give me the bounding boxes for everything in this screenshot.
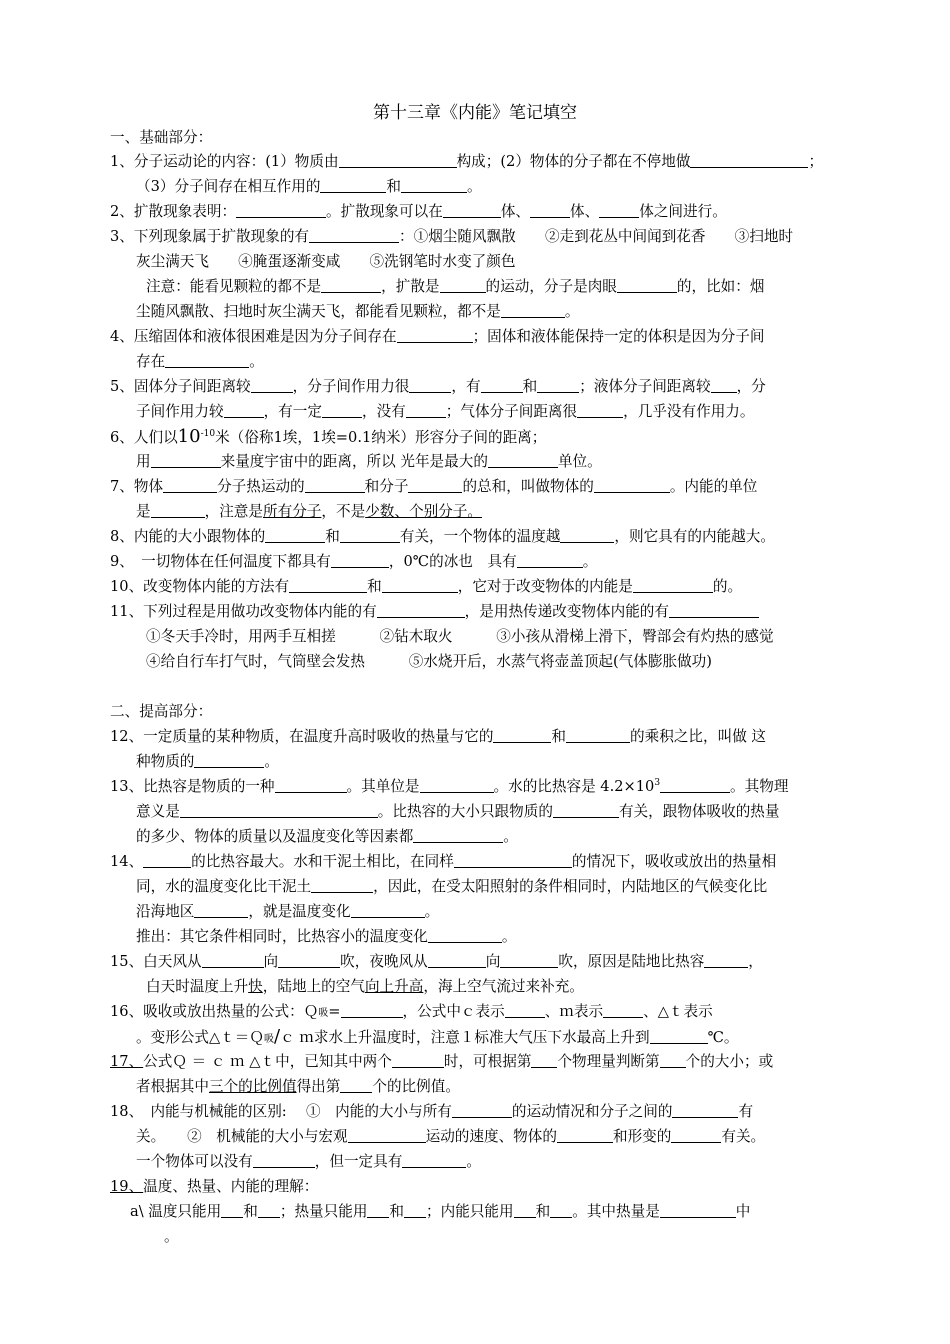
text-segment: ；气体分子间距离很 (445, 403, 578, 420)
blank (413, 828, 503, 843)
text-segment: 1、分子运动论的内容：(1）物质由 (110, 153, 339, 170)
blank (671, 1128, 721, 1143)
text-segment: ，注意是 (204, 503, 263, 520)
blank (305, 478, 365, 493)
text-segment: 快 (248, 978, 263, 995)
blank (633, 578, 713, 593)
text-segment: ； (808, 153, 824, 170)
blank (560, 528, 614, 543)
text-segment: 。其物理 (730, 778, 789, 795)
blank (660, 1203, 736, 1218)
text-segment: 。 (467, 178, 482, 195)
text-segment: 10 (177, 426, 201, 447)
question-11-options-1 (146, 628, 774, 646)
blank (577, 403, 623, 418)
text-segment: 存在 (136, 353, 166, 370)
text-segment: 体之间进行。 (639, 203, 727, 220)
question-1 (110, 153, 823, 171)
text-segment: 和 (535, 1203, 551, 1220)
text-segment: 体、 (500, 203, 531, 220)
text-segment: 的，比如：烟 (676, 278, 765, 295)
blank (428, 928, 502, 943)
blank (194, 903, 248, 918)
text-segment: 分子热运动的 (217, 478, 305, 495)
blank (340, 1078, 372, 1093)
text-segment: 有关，一个物体的温度越 (399, 528, 561, 545)
blank (163, 478, 217, 493)
blank (517, 553, 583, 568)
text-segment: 尘随风飘散、扫地时灰尘满天飞，都能看见颗粒，都不是 (136, 303, 501, 320)
text-segment: ，是用热传递改变物体内能的有 (464, 603, 669, 620)
question-3-note (146, 278, 764, 296)
blank (341, 1003, 403, 1018)
blank (289, 578, 367, 593)
text-segment: 和 (243, 1203, 258, 1220)
question-17 (110, 1053, 773, 1071)
question-14-cont (136, 878, 767, 896)
blank (377, 603, 465, 618)
text-segment: ，分子间作用力很 (292, 378, 410, 395)
question-9 (110, 553, 597, 571)
text-segment: 和形变的 (612, 1128, 672, 1145)
text-segment: 推出：其它条件相同时，比热容小的温度变化 (136, 928, 428, 945)
blank (236, 203, 326, 218)
text-segment: / (273, 1026, 281, 1047)
text-segment: 和 (522, 378, 538, 395)
question-19 (110, 1178, 318, 1196)
question-4-cont (136, 353, 264, 371)
text-segment: ，扩散是 (381, 278, 440, 295)
text-segment: 温度、热量、内能的理解： (143, 1178, 319, 1195)
question-7-cont (136, 503, 482, 521)
text-segment: ；内能只能用 (426, 1203, 514, 1220)
question-13-cont-2 (136, 828, 518, 846)
text-segment: 和 (551, 728, 567, 745)
text-segment: 时，可根据第 (443, 1053, 532, 1070)
blank (258, 1203, 280, 1218)
text-segment: ，有 (451, 378, 481, 395)
text-segment: ，分 (736, 378, 766, 395)
question-3-cont (136, 253, 515, 271)
question-12-cont (136, 753, 279, 771)
blank (348, 1128, 426, 1143)
text-segment: 个的比例值。 (372, 1078, 460, 1095)
question-1-cont (136, 178, 482, 196)
blank (194, 753, 264, 768)
question-17-cont (136, 1078, 460, 1096)
text-segment: 3、下列现象属于扩散现象的有 (110, 228, 310, 245)
blank (660, 778, 730, 793)
text-segment: 所有分子 (263, 503, 322, 520)
text-segment: 个物理量判断第 (557, 1053, 660, 1070)
text-segment: 6、人们以 (110, 429, 178, 446)
blank (603, 1003, 643, 1018)
text-segment: 运动的速度、物体的 (425, 1128, 557, 1145)
blank (180, 803, 378, 818)
question-13-cont (136, 803, 779, 821)
blank (311, 878, 373, 893)
text-segment: ；液体分子间距离较 (579, 378, 711, 395)
text-segment: 。水的比热容是 4.2×10 (493, 778, 655, 795)
blank (452, 1103, 512, 1118)
question-10 (110, 578, 742, 596)
blank (660, 1053, 686, 1068)
blank (165, 353, 249, 368)
blank (322, 403, 362, 418)
blank (253, 1153, 315, 1168)
text-segment: 。 (582, 553, 598, 570)
blank (440, 278, 486, 293)
text-segment: 、△ｔ表示 (643, 1003, 713, 1020)
text-segment: 9、 一切物体在任何温度下都具有 (110, 553, 331, 570)
question-19-part-a (130, 1203, 750, 1221)
text-segment: 13、比热容是物质的一种 (110, 778, 275, 795)
text-segment: 18、 内能与机械能的区别: ① 内能的大小与所有 (110, 1103, 452, 1120)
text-segment: 8、内能的大小跟物体的 (110, 528, 266, 545)
blank (443, 203, 501, 218)
blank (488, 453, 558, 468)
text-segment: 的乘积之比，叫做 这 (630, 728, 767, 745)
text-segment: 关。 ② 机械能的大小与宏观 (136, 1128, 348, 1145)
text-segment: 灰尘满天飞 ④腌蛋逐渐变咸 ⑤洗钢笔时水变了颜色 (136, 253, 516, 270)
blank (514, 1203, 536, 1218)
text-segment: 吹，夜晚风从 (340, 953, 428, 970)
text-segment: 。变形公式△ｔ＝Ｑ (136, 1029, 264, 1046)
text-segment: 沿海地区 (136, 903, 195, 920)
text-segment: 。 (264, 753, 279, 770)
text-segment: 的。 (712, 578, 743, 595)
text-segment: ，公式中ｃ表示 (402, 1003, 505, 1020)
blank (331, 553, 389, 568)
blank (406, 403, 446, 418)
text-segment: 12、一定质量的某种物质，在温度升高时吸收的热量与它的 (110, 728, 494, 745)
blank (143, 853, 191, 868)
text-segment: 向上升高 (364, 978, 424, 995)
text-segment: 的情况下，吸收或放出的热量相 (571, 853, 777, 870)
blank (428, 953, 486, 968)
blank (537, 378, 579, 393)
blank (202, 953, 264, 968)
question-18-cont (136, 1128, 765, 1146)
text-segment: 少数、个别分子。 (365, 503, 482, 520)
text-segment: ，它对于改变物体的内能是 (457, 578, 633, 595)
blank (351, 903, 425, 918)
page-title: 第十三章《内能》笔记填空 (373, 103, 577, 123)
text-segment: 和 (389, 1203, 405, 1220)
blank (617, 278, 677, 293)
text-segment: 吸 (263, 1034, 274, 1045)
blank (594, 478, 670, 493)
blank (704, 953, 748, 968)
text-segment: 。 (503, 828, 518, 845)
text-segment: 注意：能看见颗粒的都不是 (146, 278, 322, 295)
question-18-cont-2 (136, 1153, 481, 1171)
blank (320, 178, 386, 193)
blank (265, 528, 325, 543)
blank (599, 203, 639, 218)
text-segment: 16、吸收或放出热量的公式：Ｑ (110, 1003, 319, 1020)
text-segment: ｃ ｍ求水上升温度时，注意１标准大气压下水最高上升到 (280, 1029, 650, 1046)
question-5 (110, 378, 766, 396)
question-3-note-cont (136, 303, 579, 321)
text-segment: 7、物体 (110, 478, 164, 495)
text-segment: ；热量只能用 (279, 1203, 368, 1220)
question-8 (110, 528, 775, 546)
blank (404, 1203, 426, 1218)
text-segment: 和 (367, 578, 382, 595)
text-segment: 5、固体分子间距离较 (110, 378, 251, 395)
question-15 (110, 953, 763, 971)
text-segment: ，因此，在受太阳照射的条件相同时，内陆地区的气候变化比 (373, 878, 768, 895)
text-segment: 的比热容最大。水和干泥土相比，在同样 (191, 853, 454, 870)
text-segment: ①冬天手冷时，用两手互相搓 ②钻木取火 ③小孩从滑梯上滑下，臀部会有灼热的感觉 (146, 628, 774, 645)
text-segment: 一个物体可以没有 (136, 1153, 253, 1170)
text-segment: 。扩散现象可以在 (326, 203, 443, 220)
blank (408, 478, 462, 493)
blank (409, 378, 451, 393)
text-segment: 的多少、物体的质量以及温度变化等因素都 (136, 828, 414, 845)
text-segment: 向 (263, 953, 279, 970)
text-segment: ，就是温度变化 (248, 903, 351, 920)
text-segment: ，但一定具有 (314, 1153, 403, 1170)
text-segment: ，陆地上的空气 (262, 978, 365, 995)
text-segment: 11、下列过程是用做功改变物体内能的有 (110, 603, 377, 620)
question-3 (110, 228, 793, 246)
text-segment: 。内能的单位 (669, 478, 758, 495)
text-segment: 体、 (570, 203, 600, 220)
blank (278, 953, 340, 968)
question-18 (110, 1103, 753, 1121)
blank (251, 378, 293, 393)
question-14-inference (136, 928, 517, 946)
text-segment: 和 (325, 528, 340, 545)
question-16-cont (136, 1028, 738, 1049)
blank (321, 278, 381, 293)
blank (493, 728, 551, 743)
blank (481, 378, 523, 393)
question-11-options-2 (146, 653, 712, 671)
text-segment: 的运动情况和分子之间的 (511, 1103, 673, 1120)
blank (711, 378, 737, 393)
blank (553, 803, 619, 818)
text-segment: 得出第 (296, 1078, 341, 1095)
text-segment: 子间作用力较 (136, 403, 224, 420)
text-segment: 。比热容的大小只跟物质的 (377, 803, 553, 820)
question-14 (110, 853, 776, 871)
blank (672, 1103, 738, 1118)
text-segment: 白天时温度上升 (146, 978, 249, 995)
text-segment: 有关。 (721, 1128, 766, 1145)
blank (501, 303, 565, 318)
blank (339, 153, 457, 168)
text-segment: 是 (136, 503, 151, 520)
blank (420, 778, 494, 793)
text-segment: ℃。 (707, 1029, 739, 1046)
text-segment: 。其中热量是 (572, 1203, 660, 1220)
blank (557, 1128, 613, 1143)
text-segment: 10、改变物体内能的方法有 (110, 578, 290, 595)
text-segment: ，有一定 (263, 403, 322, 420)
blank (224, 403, 264, 418)
question-12 (110, 728, 766, 746)
blank (151, 453, 221, 468)
blank (392, 1053, 444, 1068)
text-segment: ，则它具有的内能越大。 (614, 528, 775, 545)
text-segment: 2、扩散现象表明： (110, 203, 237, 220)
text-segment: 三个的比例值 (208, 1078, 297, 1095)
text-segment: 向 (485, 953, 501, 970)
blank (221, 1203, 243, 1218)
text-segment: ；固体和液体能保持一定的体积是因为分子间 (472, 328, 765, 345)
section-heading-basic: 一、基础部分： (110, 129, 213, 146)
text-segment: 中 (735, 1203, 751, 1220)
text-segment: 构成；(2）物体的分子都在不停地做 (456, 153, 691, 170)
blank (454, 853, 572, 868)
question-2 (110, 203, 727, 221)
text-segment: 。 (501, 928, 517, 945)
question-6-cont (136, 453, 602, 471)
blank (401, 178, 467, 193)
text-segment: 有关，跟物体吸收的热量 (618, 803, 780, 820)
text-segment: 、ｍ表示 (544, 1003, 604, 1020)
question-11 (110, 603, 759, 621)
blank (151, 503, 205, 518)
section-heading-advanced: 二、提高部分： (110, 703, 213, 720)
text-segment: 有 (738, 1103, 754, 1120)
text-segment: 和分子 (364, 478, 409, 495)
text-segment: 者根据其中 (136, 1078, 209, 1095)
blank (531, 1053, 557, 1068)
text-segment: = (328, 1003, 341, 1020)
text-segment: 个的大小；或 (685, 1053, 774, 1070)
text-segment: 吹，原因是陆地比热容 (558, 953, 705, 970)
question-13: 13、比热容是物质的一种 。其单位是 。水的比热容是 $4.2\times 10^3$ 。其物理 (110, 778, 789, 795)
blank (505, 1003, 545, 1018)
text-segment: ， (748, 953, 763, 970)
question-6: 6、人们以$10^{-10}$米（俗称1埃，1埃=0.1纳米）形容分子间的距离； (110, 426, 547, 447)
question-5-cont (136, 403, 754, 421)
text-segment: 19、 (110, 1178, 144, 1195)
text-segment: 米（俗称1埃，1埃=0.1纳米）形容分子间的距离； (215, 429, 547, 446)
blank (309, 228, 399, 243)
text-segment: 15、白天风从 (110, 953, 202, 970)
text-segment: 来量度宇宙中的距离，所以 光年是最大的 (220, 453, 488, 470)
blank (340, 528, 400, 543)
text-segment: 意义是 (136, 803, 180, 820)
text-segment: 。 (564, 303, 580, 320)
text-segment: ，海上空气流过来补充。 (423, 978, 584, 995)
text-segment: 14、 (110, 853, 144, 870)
question-7 (110, 478, 757, 496)
question-19-part-a-end: 。 (164, 1228, 179, 1245)
text-segment: 公式Ｑ ＝ ｃ ｍ △ｔ中，已知其中两个 (143, 1053, 392, 1070)
text-segment: 和 (386, 178, 402, 195)
question-16 (110, 1003, 713, 1023)
text-segment: 。 (466, 1153, 481, 1170)
blank (382, 578, 458, 593)
blank (690, 153, 808, 168)
question-4 (110, 328, 764, 346)
text-segment: 。 (424, 903, 440, 920)
text-segment: 。 (249, 353, 264, 370)
blank (367, 1203, 389, 1218)
text-segment: 17、 (110, 1053, 144, 1070)
text-segment: ：①烟尘随风飘散 ②走到花丛中间闻到花香 ③扫地时 (399, 228, 794, 245)
text-segment: 的运动，分子是肉眼 (485, 278, 617, 295)
text-segment: ，没有 (361, 403, 406, 420)
text-segment: 的总和，叫做物体的 (462, 478, 594, 495)
text-segment: 同，水的温度变化比干泥土 (136, 878, 312, 895)
text-segment: 吸 (318, 1008, 329, 1019)
blank (669, 603, 759, 618)
text-segment: 种物质的 (136, 753, 195, 770)
text-segment: ④给自行车打气时，气筒壁会发热 ⑤水烧开后，水蒸气将壶盖顶起(气体膨胀做功) (146, 653, 712, 670)
blank (397, 328, 473, 343)
blank (550, 1203, 572, 1218)
blank (530, 203, 570, 218)
blank (275, 778, 347, 793)
text-segment: a\ 温度只能用 (130, 1203, 222, 1220)
text-segment: 。其单位是 (346, 778, 420, 795)
question-15-cont (146, 978, 584, 996)
text-segment: 用 (136, 453, 151, 470)
text-segment: ，0℃的冰也 具有 (388, 553, 517, 570)
blank (402, 1153, 466, 1168)
text-segment: ，几乎没有作用力。 (623, 403, 755, 420)
blank (566, 728, 630, 743)
text-segment: 4、压缩固体和液体很困难是因为分子间存在 (110, 328, 397, 345)
text-segment: （3）分子间存在相互作用的 (136, 178, 321, 195)
question-14-cont-2 (136, 903, 439, 921)
blank (500, 953, 558, 968)
text-segment: ，不是 (321, 503, 366, 520)
text-segment: 单位。 (557, 453, 602, 470)
blank (650, 1029, 708, 1044)
